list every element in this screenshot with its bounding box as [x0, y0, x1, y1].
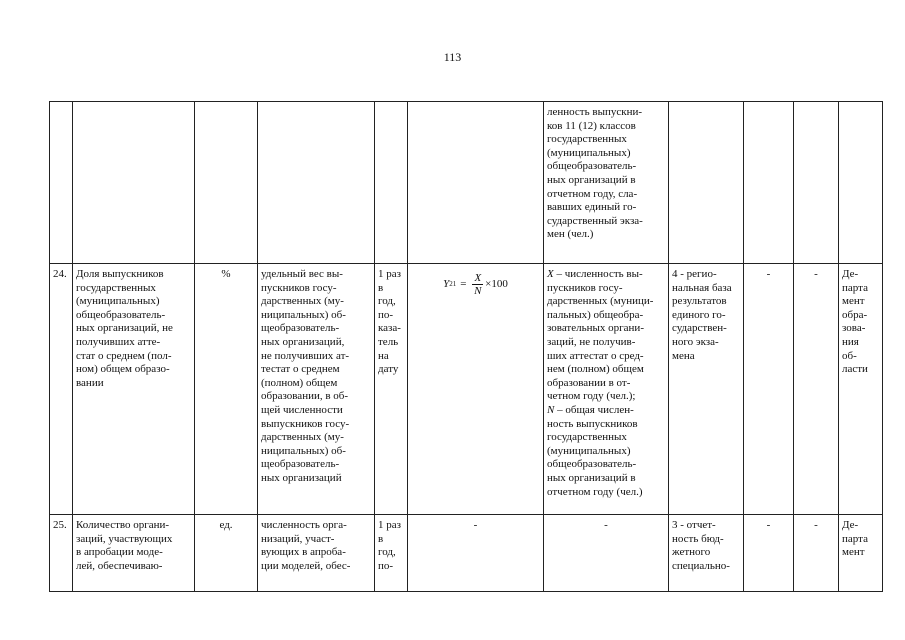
- page-number: 113: [443, 50, 462, 64]
- data-source: 3 - отчет- ность бюд- жетного специально-: [669, 515, 744, 592]
- cell-source: [669, 102, 744, 264]
- periodicity: 1 раз в год, по- каза- тель на дату: [375, 264, 408, 515]
- formula-cell: -: [408, 515, 544, 592]
- table-row-continuation: [50, 102, 883, 264]
- col8-value: -: [744, 264, 794, 515]
- cell-col8: [744, 102, 794, 264]
- variable-x: X: [547, 268, 554, 280]
- variable-n-desc: – общая числен- ность выпускников государственных (муниципальных) общеобразователь- ных организаций в отчетном году (чел.): [547, 403, 643, 498]
- col8-value: -: [744, 515, 794, 592]
- cell-col9: [794, 102, 839, 264]
- cell-periodicity: [375, 102, 408, 264]
- formula: [411, 272, 540, 297]
- table-row: [50, 515, 883, 592]
- variable-n: N: [547, 403, 555, 416]
- cell-name: [73, 102, 195, 264]
- formula-lhs: Y: [443, 277, 450, 290]
- variable-x-desc: – численность вы- пускников госу- дарственных (муници- пальных) общеобра- зовательных органи- заций, не получив- ших аттестат о сред- нем (полном) общем образовании в от- четном году (чел.);: [547, 268, 654, 403]
- indicator-definition: численность орга- низаций, участ- вующих в апроба- ции моделей, обес-: [258, 515, 375, 592]
- formula-numerator: X: [474, 272, 482, 284]
- variables-cell: [544, 264, 669, 515]
- indicators-table: [49, 101, 883, 592]
- formula-denominator: N: [474, 285, 482, 297]
- col9-value: -: [794, 515, 839, 592]
- col9-value: -: [794, 264, 839, 515]
- responsible: Де- парта мент: [839, 515, 883, 592]
- formula-times: ×100: [485, 277, 508, 290]
- unit: ед.: [195, 515, 258, 592]
- indicator-name: Количество органи- заций, участвующих в апробации моде- лей, обеспечиваю-: [73, 515, 195, 592]
- indicator-definition: удельный вес вы- пускников госу- дарственных (му- ниципальных) об- щеобразователь- ных организаций, не получивших ат- тестат о среднем (полном) общем образовании, в об- щей численности выпускников госу- дарственных (му- ниципальных) об- щеобразователь- ных организаций: [258, 264, 375, 515]
- cell-definition: [258, 102, 375, 264]
- formula-equals: =: [460, 277, 467, 290]
- formula-lhs-sub: 21: [449, 279, 457, 288]
- cell-number: [50, 102, 73, 264]
- cell-responsible: [839, 102, 883, 264]
- formula-cell: [408, 264, 544, 515]
- responsible: Де- парта мент обра- зова- ния об- ласти: [839, 264, 883, 515]
- variables-cell: -: [544, 515, 669, 592]
- unit: %: [195, 264, 258, 515]
- indicator-name: Доля выпускников государственных (муниципальных) общеобразователь- ных организаций, не получивших атте- стат о среднем (пол- ном) общем образо- вании: [73, 264, 195, 515]
- cell-unit: [195, 102, 258, 264]
- data-source: 4 - регио- нальная база результатов единого го- сударствен- ного экза- мена: [669, 264, 744, 515]
- periodicity: 1 раз в год, по-: [375, 515, 408, 592]
- table-row: [50, 264, 883, 515]
- variables-text: ленность выпускни- ков 11 (12) классов государственных (муниципальных) общеобразователь- ных организаций в отчетном году, сла- вавших единый го- сударственный экза- мен (чел.): [547, 106, 643, 241]
- row-number: 24.: [50, 264, 73, 515]
- cell-variables: [544, 102, 669, 264]
- row-number: 25.: [50, 515, 73, 592]
- cell-formula: [408, 102, 544, 264]
- formula-fraction: [472, 272, 483, 297]
